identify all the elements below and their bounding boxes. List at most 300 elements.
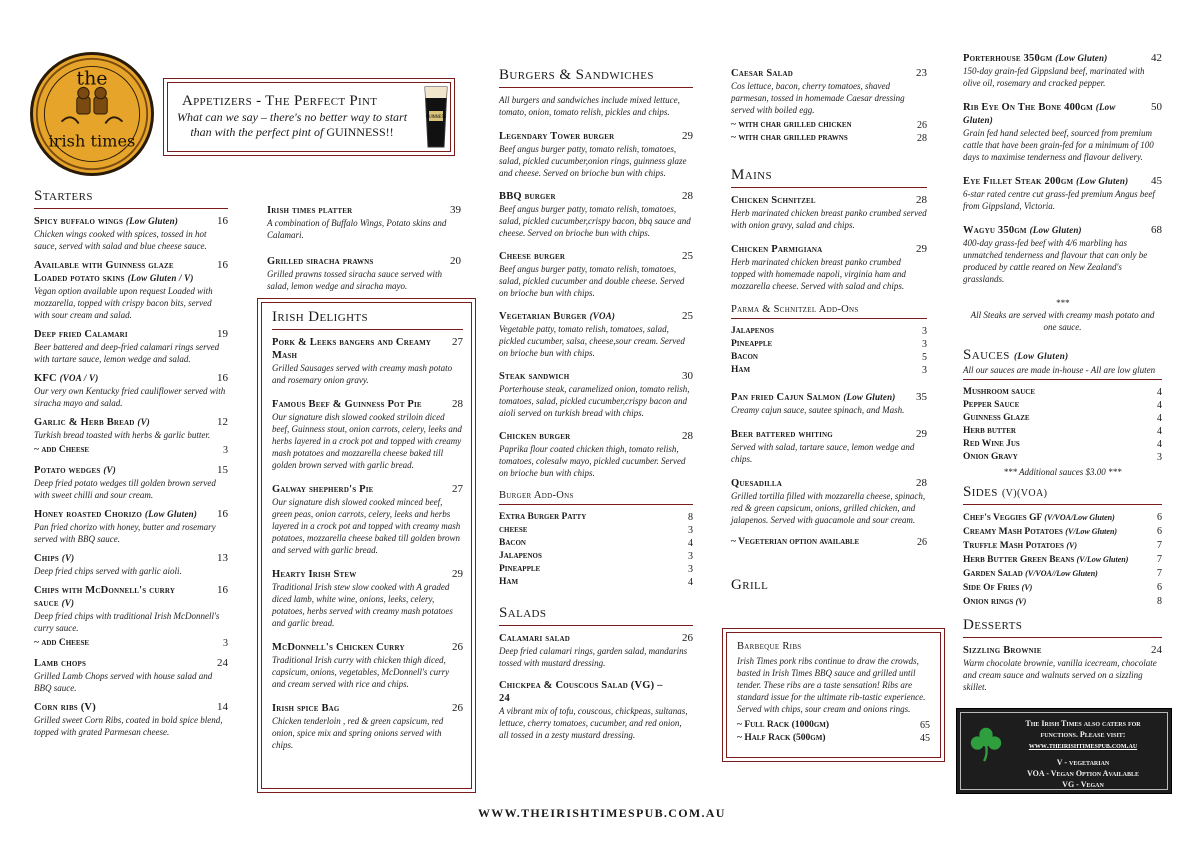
sides-tag: (V)(VOA): [1001, 488, 1048, 499]
item-name: [272, 641, 463, 654]
addon-name: Chef's Veggies GF: [963, 513, 1042, 523]
addon-price: 65: [920, 720, 930, 731]
item-dietary-tag: (VOA / V): [59, 373, 99, 383]
item-name-text: Chicken burger: [499, 431, 571, 442]
caesar-salad-price: 23: [916, 67, 927, 79]
item-description: Pan fried chorizo with honey, butter and rosemary served with BBQ sauce.: [34, 522, 216, 544]
item-dietary-tag: (V): [103, 465, 116, 475]
item-price: 16: [217, 215, 228, 227]
addon-price: 4: [1157, 426, 1162, 437]
item-dietary-tag: (Low Gluten): [1055, 53, 1108, 63]
appetizers-brand: GUINNESS!!: [326, 125, 394, 139]
irish-delights-box: [257, 298, 476, 793]
item-name: [267, 255, 461, 268]
addon-name: Garden Salad: [963, 569, 1023, 579]
item-dietary-tag: (Low Gluten): [1029, 225, 1082, 235]
menu-item: [963, 52, 1162, 89]
item-description: Our signature dish slowed cooked minced beef, green peas, onion carrots, celery, leeks and herbs layered in a crock pot and topped with creamy mash potatoes, mozzarella cheese baked till golden brown and served with garlic bread.: [272, 497, 461, 555]
addon-price: 4: [688, 538, 693, 549]
steaks-column: [963, 52, 1162, 700]
bbq-ribs-box: [722, 628, 945, 762]
addon-row: [963, 386, 1162, 399]
addon-name: Pineapple: [731, 339, 773, 349]
item-addon: [34, 637, 228, 650]
legend-vegan-option: VOA - Vegan Option Available: [1027, 769, 1139, 778]
menu-item: [499, 679, 693, 741]
addon-name: Pineapple: [499, 564, 541, 574]
mains-list-2: [731, 391, 927, 526]
item-description: Grilled tortilla filled with mozzarella cheese, spinach, red & green capsicum, onions, grilled chicken, and jalapenos. Served with guacamole and sour cream.: [731, 491, 926, 525]
addon-row: [499, 576, 693, 589]
item-price: 26: [452, 702, 463, 714]
addon-tag: (V/VOA//Low Gluten): [1025, 569, 1098, 578]
item-name: [963, 101, 1162, 127]
item-dietary-tag: (V): [137, 417, 150, 427]
item-name: [34, 508, 228, 521]
item-description: Beef angus burger patty, tomato relish, tomatoes, salad, pickled cucumber and double cheese. Served on brioche bun with chips.: [499, 264, 685, 298]
logo-text-the: the: [76, 67, 108, 90]
steaks-list: [963, 52, 1162, 285]
desserts-list: [963, 644, 1162, 693]
item-price: 20: [450, 255, 461, 267]
burgers-rule: [499, 87, 693, 88]
menu-item: [499, 370, 693, 419]
item-name-text: Vegetarian Burger: [499, 311, 587, 322]
addon-name: Onion Gravy: [963, 452, 1018, 462]
item-dietary-tag: (V): [61, 553, 75, 563]
item-name: [731, 243, 927, 256]
addon-name: Bacon: [731, 352, 758, 362]
addon-name: ~ Full Rack (1000gm): [737, 720, 830, 730]
addon-price: 4: [1157, 400, 1162, 411]
item-name-text: Steak sandwich: [499, 371, 570, 382]
menu-item: [34, 701, 228, 738]
item-description: Traditional Irish stew slow cooked with A graded diced lamb, white wine, onions, leeks, celery, potatoes, herbs served with creamy mash potatoes and garlic bread.: [272, 582, 453, 628]
addon-row: [731, 132, 927, 145]
starters-column: [34, 188, 228, 745]
addon-row: [963, 567, 1162, 581]
item-price: 29: [452, 568, 463, 580]
item-name-text: Irish spice Bag: [272, 703, 340, 714]
addon-row: [963, 451, 1162, 464]
menu-item: [499, 130, 693, 179]
sides-list: [963, 511, 1162, 609]
item-name: [499, 679, 693, 705]
sides-rule: [963, 504, 1162, 505]
addon-name: Jalapenos: [499, 551, 542, 561]
addon-row: [499, 563, 693, 576]
item-description: Creamy cajun sauce, sautee spinach, and Mash.: [731, 405, 905, 415]
addon-row: [963, 525, 1162, 539]
item-description: Turkish bread toasted with herbs & garlic butter.: [34, 430, 211, 440]
addon-name: Bacon: [499, 538, 526, 548]
item-name: [34, 372, 228, 385]
starters-title: Starters: [34, 188, 93, 204]
addon-price: 7: [1157, 540, 1162, 551]
logo-text-irish-times: irish times: [48, 131, 136, 151]
caesar-addons-list: [731, 119, 927, 145]
item-price: 13: [217, 552, 228, 564]
item-name-text: Potato wedges: [34, 465, 101, 476]
addon-name: ~ add Cheese: [34, 638, 90, 648]
addon-name: Creamy Mash Potatoes: [963, 527, 1063, 537]
item-price: 30: [682, 370, 693, 382]
item-description: Chicken tenderloin , red & green capsicum, red onion, spice mix and spring onions served with chips.: [272, 716, 444, 750]
item-price: 16: [217, 584, 228, 596]
addon-price: 3: [688, 564, 693, 575]
item-name: [267, 204, 461, 217]
item-name: [499, 250, 693, 263]
item-description: Herb marinated chicken breast panko crumbed topped with homemade napoli, virginia ham and mozzarella cheese. Served with salad and chips.: [731, 257, 906, 291]
salads-rule: [499, 625, 693, 626]
addon-tag: (V): [1015, 597, 1027, 606]
addon-price: 8: [1157, 596, 1162, 607]
addon-name: Extra Burger Patty: [499, 512, 587, 522]
appetizers-description: [172, 110, 412, 140]
item-price: 25: [682, 310, 693, 322]
item-dietary-tag: (Low Gluten): [1076, 176, 1129, 186]
item-price: 26: [682, 632, 693, 644]
caesar-salad-item: [731, 67, 927, 116]
item-price: 15: [217, 464, 228, 476]
item-price: 29: [916, 428, 927, 440]
addon-name: cheese: [499, 525, 528, 535]
menu-item: [34, 464, 228, 501]
item-price: 26: [452, 641, 463, 653]
item-price: 24: [1151, 644, 1162, 656]
item-addon: [34, 444, 228, 457]
item-description: 6-star rated centre cut grass-fed premium Angus beef from Gippsland, Victoria.: [963, 189, 1155, 211]
addon-tag: (V/Low Gluten): [1065, 527, 1118, 536]
addon-price: 3: [688, 525, 693, 536]
item-name-text: Lamb chops: [34, 658, 87, 669]
addon-name: Pepper Sauce: [963, 400, 1020, 410]
item-dietary-tag: (Low Gluten): [144, 509, 198, 519]
item-price: 39: [450, 204, 461, 216]
item-name: [34, 464, 228, 477]
item-name-text: Grilled siracha prawns: [267, 256, 374, 267]
burgers-list: [499, 130, 693, 479]
item-price: 50: [1151, 101, 1162, 113]
item-price: 12: [217, 416, 228, 428]
item-dietary-tag: (V): [61, 598, 75, 608]
item-price: 68: [1151, 224, 1162, 236]
item-description: Porterhouse steak, caramelized onion, tomato relish, tomatoes, salad, pickled cucumber,crispy bacon and aioli served on turkish bread with chips.: [499, 384, 690, 418]
item-description: Vegetable patty, tomato relish, tomatoes, salad, pickled cucumber, salsa, cheese,sour cream. Served on brioche bun with chips.: [499, 324, 685, 358]
item-name: [963, 175, 1162, 188]
addon-price: 6: [1157, 512, 1162, 523]
addon-row: [963, 553, 1162, 567]
item-name-text: Deep fried Calamari: [34, 329, 128, 340]
item-description: Traditional Irish curry with chicken thigh diced, capsicum, onions, vegetables, McDonnell's curry and cream served with rice and chips.: [272, 655, 450, 689]
mains-column: [731, 67, 927, 594]
addon-price: 4: [688, 577, 693, 588]
item-price: 16: [217, 372, 228, 384]
addon-price: 7: [1157, 568, 1162, 579]
addon-name: Onion rings: [963, 597, 1014, 607]
shamrock-icon: [967, 723, 1005, 763]
addon-price: 4: [1157, 439, 1162, 450]
item-name-text: Pan fried Cajun Salmon: [731, 392, 841, 403]
burger-addons-rule: [499, 504, 693, 505]
addon-name: Herb Butter Green Beans: [963, 555, 1075, 565]
mains-title: Mains: [731, 167, 773, 183]
ribs-racks-list: [737, 719, 930, 745]
item-name: [499, 370, 693, 383]
menu-item: [34, 416, 228, 457]
menu-item: [963, 101, 1162, 163]
item-name-text: Chips: [34, 553, 59, 564]
addon-row: [963, 511, 1162, 525]
item-price: 16: [217, 508, 228, 520]
menu-item: [731, 194, 927, 231]
vegetarian-option-label: ~ Vegeterian option available: [731, 537, 860, 547]
addon-row: [731, 119, 927, 132]
salads-list: [499, 632, 693, 741]
item-description: Beer battered and deep-fried calamari rings served with tartare sauce, lemon wedge and salad.: [34, 342, 220, 364]
item-name: [272, 398, 463, 411]
item-name-text: Rib Eye On The Bone 400gm: [963, 102, 1093, 113]
functions-box: [956, 708, 1172, 794]
item-name: [499, 190, 693, 203]
item-description: Deep fried calamari rings, garden salad, mandarins tossed with mustard dressing.: [499, 646, 688, 668]
addon-price: 6: [1157, 526, 1162, 537]
addon-price: 3: [688, 551, 693, 562]
sides-title: [963, 484, 1162, 501]
sides-title-text: Sides: [963, 484, 998, 500]
sauces-intro: All our sauces are made in-house - All are low gluten: [963, 365, 1156, 375]
addon-tag: (V): [1066, 541, 1077, 550]
legend-vegan: VG - Vegan: [1062, 780, 1104, 789]
item-name: [34, 584, 228, 610]
appetizers-desc-text: What can we say – there's no better way to start than with the perfect pint of: [176, 110, 408, 139]
irish-delights-rule: [272, 329, 463, 330]
addon-row: [731, 364, 927, 377]
menu-item: [499, 632, 693, 669]
bbq-ribs-content: [737, 641, 930, 745]
menu-item: [272, 336, 463, 386]
item-name-text: Chips with McDonnell's curry sauce: [34, 585, 176, 609]
addon-tag: (V): [1021, 583, 1033, 592]
item-description: Beef angus burger patty, tomato relish, tomatoes, salad, pickled cucumber,crispy bacon, bbq sauce and cheese. Served on brioche bun with chips.: [499, 204, 691, 238]
sauces-title-text: Sauces: [963, 347, 1010, 363]
item-price: 28: [682, 430, 693, 442]
functions-url-link[interactable]: www.theirishtimespub.com.au: [1028, 741, 1138, 750]
item-description: Deep fried chips with traditional Irish McDonnell's curry sauce.: [34, 611, 220, 633]
addon-name: Herb butter: [963, 426, 1016, 436]
addon-name: ~ Half Rack (500gm): [737, 733, 826, 743]
addon-price: 8: [688, 512, 693, 523]
item-name-text: Chicken Schnitzel: [731, 195, 816, 206]
addon-name: Ham: [731, 365, 751, 375]
item-name: [34, 552, 228, 565]
menu-item: [272, 641, 463, 690]
item-name: [963, 224, 1162, 237]
menu-item: [499, 430, 693, 479]
burger-addons-list: [499, 511, 693, 589]
sauces-title: [963, 347, 1162, 364]
parma-addons-list: [731, 325, 927, 377]
addon-price: 45: [920, 733, 930, 744]
item-name-text: Eye Fillet Steak 200gm: [963, 176, 1074, 187]
item-name: [731, 391, 927, 404]
addon-row: [499, 537, 693, 550]
irish-delights-title: Irish Delights: [272, 309, 369, 325]
menu-item: [963, 644, 1162, 693]
burgers-intro: All burgers and sandwiches include mixed lettuce, tomato, onion, tomato relish, pickles and chips.: [499, 95, 680, 117]
item-name-text: Famous Beef & Guinness Pot Pie: [272, 399, 422, 410]
addon-price: 7: [1157, 554, 1162, 565]
addon-row: [963, 595, 1162, 609]
addon-row: [731, 325, 927, 338]
item-description: A vibrant mix of tofu, couscous, chickpeas, sultanas, lettuce, cherry tomatoes, cucumber, and red onion, all tossed in a zesty mustard dressing.: [499, 706, 688, 740]
item-price: 24: [217, 657, 228, 669]
addon-name: Truffle Mash Potatoes: [963, 541, 1064, 551]
menu-item: [34, 552, 228, 577]
item-description: 400-day grass-fed beef with 4/6 marbling has unmatched tenderness and flavour that can only be produced by cattle reared on New Zealand's grasslands.: [963, 238, 1148, 284]
item-name-text: Quesadilla: [731, 478, 783, 489]
burger-addons-title: Burger Add-Ons: [499, 490, 574, 501]
menu-item: [267, 204, 461, 241]
item-name: [272, 336, 463, 362]
item-name-text: Chickpea & Couscous Salad (VG) – 24: [499, 680, 663, 704]
item-price: 29: [916, 243, 927, 255]
addon-name: ~ with char grilled chicken: [731, 120, 852, 130]
menu-item: [272, 568, 463, 629]
item-name-text: Legendary Tower burger: [499, 131, 615, 142]
addon-price: 26: [917, 120, 927, 131]
addon-price: 5: [922, 352, 927, 363]
sauces-tag: (Low Gluten): [1013, 351, 1069, 361]
item-name: [34, 416, 228, 429]
vegetarian-option-price: 26: [917, 537, 927, 548]
item-description: Grilled Sausages served with creamy mash potato and rosemary onion gravy.: [272, 363, 453, 385]
item-description: Chicken wings cooked with spices, tossed in hot sauce, served with salad and blue cheese sauce.: [34, 229, 207, 251]
mains-list: [731, 194, 927, 292]
caesar-salad-name: Caesar Salad: [731, 68, 794, 79]
footer-website-link[interactable]: WWW.THEIRISHTIMESPUB.COM.AU: [478, 806, 726, 820]
item-description: Our signature dish slowed cooked striloin diced beef, Guinness stout, onion carrots, celery, leeks and herbs layered in a crock pot and topped with creamy mash potatoes and mozzarella cheese baked till golden brown served with garlic bread.: [272, 412, 462, 470]
parma-addons-title: Parma & Schnitzel Add-Ons: [731, 304, 859, 315]
menu-item: [499, 310, 693, 359]
menu-item: [267, 255, 461, 292]
item-price: 28: [916, 477, 927, 489]
item-name-text: KFC: [34, 373, 57, 384]
menu-item: [499, 190, 693, 239]
addon-name: ~ with char grilled prawns: [731, 133, 848, 143]
appetizers-title: Appetizers - The Perfect Pint: [182, 93, 378, 109]
item-name: [499, 310, 693, 323]
item-name: [731, 194, 927, 207]
addon-price: 4: [1157, 413, 1162, 424]
menu-item: [34, 584, 228, 650]
item-price: 19: [217, 328, 228, 340]
bbq-ribs-title: Barbeque Ribs: [737, 641, 802, 652]
menu-item: [731, 243, 927, 292]
item-name: [34, 215, 228, 228]
item-name-text: Corn ribs (V): [34, 702, 96, 713]
salads-title: Salads: [499, 605, 547, 621]
item-name-text: Hearty Irish Stew: [272, 569, 357, 580]
addon-row: [963, 399, 1162, 412]
item-price: 28: [682, 190, 693, 202]
addon-name: Red Wine Jus: [963, 439, 1020, 449]
desserts-title: Desserts: [963, 617, 1023, 633]
item-description: Vegan option available upon request Loaded with mozzarella, topped with crispy bacon bits, served with sour cream and salad.: [34, 286, 213, 320]
item-name-text: Available with Guinness glaze Loaded potato skins: [34, 260, 174, 284]
item-name: [499, 430, 693, 443]
addon-row: [499, 550, 693, 563]
starters-list: [34, 215, 228, 738]
addon-price: 3: [223, 638, 228, 649]
item-name: [272, 702, 463, 715]
item-name: [34, 701, 228, 714]
item-description: Deep fried chips served with garlic aioli.: [34, 566, 182, 576]
addon-price: 3: [1157, 452, 1162, 463]
addon-tag: (V/Low Gluten): [1076, 555, 1129, 564]
item-name-text: Sizzling Brownie: [963, 645, 1042, 656]
sauces-list: [963, 386, 1162, 464]
item-name: [731, 477, 927, 490]
menu-item: [272, 483, 463, 556]
irish-delights-content: [272, 309, 463, 763]
item-name: [34, 328, 228, 341]
item-name: [34, 657, 228, 670]
item-dietary-tag: (Low Gluten): [963, 102, 1116, 125]
item-description: Deep fried potato wedges till golden brown served with sweet chilli and sour cream.: [34, 478, 216, 500]
addon-name: Guinness Glaze: [963, 413, 1030, 423]
item-name: [272, 483, 463, 496]
menu-item: [34, 657, 228, 694]
item-name-text: Chicken Parmigiana: [731, 244, 823, 255]
item-name-text: BBQ burger: [499, 191, 556, 202]
addon-price: 3: [922, 365, 927, 376]
menu-item: [963, 224, 1162, 285]
menu-item: [34, 259, 228, 321]
item-name-text: Spicy buffalo wings: [34, 216, 124, 227]
addon-price: 3: [922, 339, 927, 350]
item-price: 42: [1151, 52, 1162, 64]
item-description: A combination of Buffalo Wings, Potato skins and Calamari.: [267, 218, 447, 240]
item-name: [499, 130, 693, 143]
menu-item: [963, 175, 1162, 212]
item-description: Grilled prawns tossed siracha sauce served with salad, lemon wedge and siracha mayo.: [267, 269, 442, 291]
menu-item: [731, 477, 927, 526]
item-dietary-tag: (Low Gluten): [125, 216, 179, 226]
grill-title: Grill: [731, 577, 769, 593]
item-price: 27: [452, 336, 463, 348]
guinness-pint-icon: [422, 85, 450, 149]
addon-price: 3: [223, 445, 228, 456]
item-price: 16: [217, 259, 228, 271]
irish-delights-list: [272, 336, 463, 751]
addon-row: [731, 351, 927, 364]
item-name: [963, 52, 1162, 65]
pint-label: GUINNESS: [425, 114, 447, 119]
steaks-stars: ***: [1055, 298, 1070, 308]
item-name-text: McDonnell's Chicken Curry: [272, 642, 405, 653]
addon-name: Mushroom sauce: [963, 387, 1036, 397]
menu-item: [34, 508, 228, 545]
addon-name: Jalapenos: [731, 326, 774, 336]
item-price: 35: [916, 391, 927, 403]
item-description: Paprika flour coated chicken thigh, tomato relish, tomatoes, colesalw mayo, pickled cucumber. Served on brioche bun with chips.: [499, 444, 686, 478]
menu-item: [731, 428, 927, 465]
mains-rule: [731, 187, 927, 188]
item-name: [272, 568, 463, 581]
item-name-text: Calamari salad: [499, 633, 570, 644]
item-description: Our very own Kentucky fried cauliflower served with siracha mayo and salad.: [34, 386, 226, 408]
